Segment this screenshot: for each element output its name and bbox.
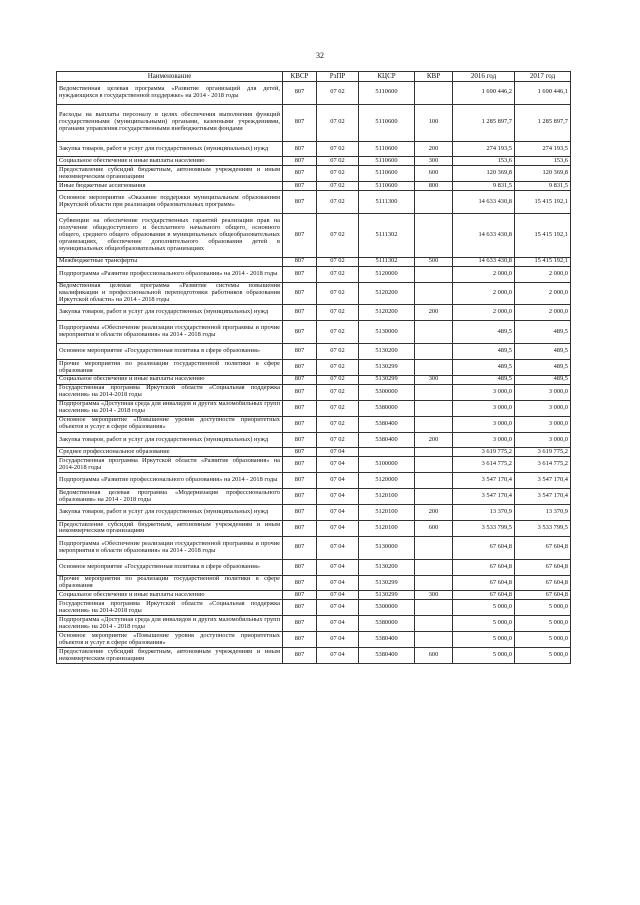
cell-kvsr: 807 [283, 375, 317, 384]
cell-name: Межбюджетные трансферты [57, 257, 283, 266]
cell-kcsr: 5300000 [359, 600, 415, 616]
table-row [57, 104, 571, 141]
table-row [57, 505, 571, 521]
cell-2016: 5 000,0 [453, 648, 515, 664]
cell-2017: 1 285 897,7 [515, 104, 571, 141]
cell-rzpr: 07 02 [317, 104, 359, 141]
cell-kvr: 300 [415, 591, 453, 600]
cell-kcsr: 5130000 [359, 536, 415, 559]
cell-2017: 67 604,8 [515, 559, 571, 575]
cell-kcsr: 5110600 [359, 157, 415, 166]
cell-rzpr: 07 04 [317, 489, 359, 505]
cell-name: Закупка товаров, работ и услуг для государственных (муниципальных) нужд [57, 305, 283, 321]
cell-rzpr: 07 04 [317, 448, 359, 457]
cell-rzpr: 07 02 [317, 257, 359, 266]
cell-rzpr: 07 02 [317, 305, 359, 321]
cell-2016: 3 000,0 [453, 432, 515, 448]
cell-2017: 2 000,0 [515, 282, 571, 305]
cell-name: Государственная программа Иркутской области «Социальная поддержка населения» на 2014-2018 годы [57, 600, 283, 616]
cell-2016: 5 000,0 [453, 632, 515, 648]
cell-2016: 5 000,0 [453, 600, 515, 616]
cell-kcsr: 5380400 [359, 648, 415, 664]
cell-2016: 2 000,0 [453, 305, 515, 321]
table-row [57, 182, 571, 191]
table-row [57, 384, 571, 400]
cell-2016: 489,5 [453, 344, 515, 360]
cell-name: Ведомственная целевая программа «Развитие системы повышения квалификации и профессиональной переподготовки работников образования Иркутской области» на 2014 - 2018 годы [57, 282, 283, 305]
cell-kvsr: 807 [283, 214, 317, 258]
cell-kvr [415, 559, 453, 575]
cell-rzpr: 07 02 [317, 182, 359, 191]
cell-kcsr: 5130200 [359, 559, 415, 575]
cell-kvr [415, 600, 453, 616]
cell-kvr [415, 191, 453, 214]
cell-kvr: 200 [415, 432, 453, 448]
cell-2017: 15 415 192,1 [515, 257, 571, 266]
cell-name: Ведомственная целевая программа «Модернизация профессионального образования» на 2014 - 2018 годы [57, 489, 283, 505]
cell-2017: 3 000,0 [515, 416, 571, 432]
cell-kvsr: 807 [283, 559, 317, 575]
cell-kvsr: 807 [283, 432, 317, 448]
cell-kvr: 600 [415, 166, 453, 182]
table-row [57, 400, 571, 416]
table-row [57, 375, 571, 384]
cell-kvsr: 807 [283, 321, 317, 344]
cell-2016: 153,6 [453, 157, 515, 166]
cell-rzpr: 07 04 [317, 600, 359, 616]
cell-kcsr: 5380400 [359, 432, 415, 448]
table-row [57, 600, 571, 616]
cell-name: Предоставление субсидий бюджетным, автономным учреждениям и иным некоммерческим организациям [57, 648, 283, 664]
cell-2016: 489,5 [453, 375, 515, 384]
cell-kvr [415, 416, 453, 432]
cell-2016: 9 831,5 [453, 182, 515, 191]
cell-2016: 3 533 799,5 [453, 520, 515, 536]
cell-kvsr: 807 [283, 104, 317, 141]
cell-name: Ведомственная целевая программа «Развитие организаций для детей, нуждающихся в государственной поддержке» на 2014 - 2018 годы [57, 82, 283, 105]
cell-kvr [415, 82, 453, 105]
cell-name: Прочие мероприятия по реализации государственной политики в сфере образования [57, 575, 283, 591]
cell-2017: 2 000,0 [515, 266, 571, 282]
cell-kcsr: 5380000 [359, 400, 415, 416]
table-row [57, 166, 571, 182]
cell-2016: 13 370,9 [453, 505, 515, 521]
table-row [57, 321, 571, 344]
cell-kvsr: 807 [283, 457, 317, 473]
cell-2017: 120 369,8 [515, 166, 571, 182]
cell-rzpr: 07 04 [317, 559, 359, 575]
cell-2017: 67 604,8 [515, 575, 571, 591]
cell-kvsr: 807 [283, 282, 317, 305]
cell-rzpr: 07 04 [317, 520, 359, 536]
cell-2016: 3 000,0 [453, 384, 515, 400]
cell-kcsr: 5120000 [359, 266, 415, 282]
table-row [57, 648, 571, 664]
header-kvsr: КВСР [283, 72, 317, 82]
table-row [57, 448, 571, 457]
cell-kcsr: 5130299 [359, 375, 415, 384]
cell-kvsr: 807 [283, 141, 317, 157]
cell-rzpr: 07 04 [317, 536, 359, 559]
cell-kvsr: 807 [283, 473, 317, 489]
cell-kvsr: 807 [283, 520, 317, 536]
header-2017: 2017 год [515, 72, 571, 82]
table-row [57, 305, 571, 321]
cell-kcsr: 5380400 [359, 632, 415, 648]
header-rzpr: РзПР [317, 72, 359, 82]
cell-kvsr: 807 [283, 505, 317, 521]
cell-2017: 3 000,0 [515, 432, 571, 448]
cell-name: Подпрограмма «Обеспечение реализации государственной программы и прочие мероприятия в области образования» на 2014 - 2018 годы [57, 321, 283, 344]
cell-name: Закупка товаров, работ и услуг для государственных (муниципальных) нужд [57, 432, 283, 448]
cell-name: Государственная программа Иркутской области «Развитие образования» на 2014-2018 годы [57, 457, 283, 473]
cell-kcsr: 5120200 [359, 282, 415, 305]
cell-rzpr: 07 02 [317, 375, 359, 384]
cell-name: Основное мероприятие «Оказание поддержки муниципальным образованиям Иркутской области при реализации образовательных программ» [57, 191, 283, 214]
cell-2016: 14 633 430,8 [453, 257, 515, 266]
cell-rzpr: 07 02 [317, 432, 359, 448]
table-row [57, 141, 571, 157]
cell-name: Подпрограмма «Обеспечение реализации государственной программы и прочие мероприятия в области образования» на 2014 - 2018 годы [57, 536, 283, 559]
cell-kcsr: 5380400 [359, 416, 415, 432]
cell-name: Социальное обеспечение и иные выплаты населению [57, 375, 283, 384]
cell-kvr: 600 [415, 520, 453, 536]
cell-kvr: 300 [415, 375, 453, 384]
cell-name: Прочие мероприятия по реализации государственной политики в сфере образования [57, 360, 283, 376]
cell-kcsr: 5100000 [359, 457, 415, 473]
cell-kcsr: 5110600 [359, 182, 415, 191]
table-row [57, 82, 571, 105]
cell-2016: 120 369,8 [453, 166, 515, 182]
cell-2017: 5 000,0 [515, 600, 571, 616]
cell-name: Закупка товаров, работ и услуг для государственных (муниципальных) нужд [57, 141, 283, 157]
cell-kvsr: 807 [283, 360, 317, 376]
cell-kvsr: 807 [283, 591, 317, 600]
cell-kcsr: 5120000 [359, 473, 415, 489]
cell-2016: 3 547 170,4 [453, 489, 515, 505]
cell-kvr [415, 282, 453, 305]
cell-2017: 9 831,5 [515, 182, 571, 191]
cell-kcsr: 5111302 [359, 214, 415, 258]
cell-kvsr: 807 [283, 632, 317, 648]
cell-kcsr: 5111302 [359, 257, 415, 266]
cell-rzpr: 07 02 [317, 384, 359, 400]
table-body [57, 82, 571, 664]
cell-kvr [415, 400, 453, 416]
cell-kvr [415, 616, 453, 632]
cell-kvsr: 807 [283, 166, 317, 182]
cell-name: Подпрограмма «Доступная среда для инвалидов и других маломобильных групп населения» на 2014 - 2018 годы [57, 616, 283, 632]
cell-kvr [415, 344, 453, 360]
cell-2017: 67 604,8 [515, 591, 571, 600]
cell-2017: 3 000,0 [515, 384, 571, 400]
cell-kvsr: 807 [283, 575, 317, 591]
cell-2016: 3 000,0 [453, 416, 515, 432]
cell-2017: 5 000,0 [515, 616, 571, 632]
cell-kcsr: 5110600 [359, 104, 415, 141]
cell-kvr [415, 536, 453, 559]
cell-name: Иные бюджетные ассигнования [57, 182, 283, 191]
cell-kvr: 200 [415, 505, 453, 521]
cell-name: Государственная программа Иркутской области «Социальная поддержка населения» на 2014-2018 годы [57, 384, 283, 400]
cell-name: Подпрограмма «Доступная среда для инвалидов и других маломобильных групп населения» на 2014 - 2018 годы [57, 400, 283, 416]
cell-2017: 274 193,5 [515, 141, 571, 157]
table-row [57, 266, 571, 282]
cell-kcsr: 5130299 [359, 575, 415, 591]
cell-kvr [415, 360, 453, 376]
table-row [57, 575, 571, 591]
cell-2016: 67 604,8 [453, 575, 515, 591]
cell-kcsr: 5110600 [359, 141, 415, 157]
cell-kvsr: 807 [283, 536, 317, 559]
cell-kcsr: 5130299 [359, 591, 415, 600]
cell-kcsr: 5130000 [359, 321, 415, 344]
cell-kvsr: 807 [283, 305, 317, 321]
cell-kvr [415, 632, 453, 648]
cell-rzpr: 07 02 [317, 400, 359, 416]
cell-name: Закупка товаров, работ и услуг для государственных (муниципальных) нужд [57, 505, 283, 521]
cell-rzpr: 07 02 [317, 214, 359, 258]
cell-kvsr: 807 [283, 448, 317, 457]
cell-kvsr: 807 [283, 344, 317, 360]
cell-kvsr: 807 [283, 182, 317, 191]
cell-kvsr: 807 [283, 157, 317, 166]
cell-kvr [415, 214, 453, 258]
cell-2016: 3 000,0 [453, 400, 515, 416]
cell-2017: 3 533 799,5 [515, 520, 571, 536]
cell-kvsr: 807 [283, 600, 317, 616]
cell-name: Предоставление субсидий бюджетным, автономным учреждениям и иным некоммерческим организациям [57, 166, 283, 182]
page-number: 32 [316, 51, 324, 60]
cell-2017: 13 370,9 [515, 505, 571, 521]
cell-kcsr: 5130200 [359, 344, 415, 360]
cell-2017: 5 000,0 [515, 632, 571, 648]
cell-kvr [415, 266, 453, 282]
table-row [57, 457, 571, 473]
cell-2016: 3 614 775,2 [453, 457, 515, 473]
cell-kvr: 600 [415, 648, 453, 664]
cell-kvr [415, 321, 453, 344]
table-row [57, 520, 571, 536]
table-row [57, 157, 571, 166]
cell-kvsr: 807 [283, 616, 317, 632]
cell-kvsr: 807 [283, 489, 317, 505]
cell-2016: 67 604,8 [453, 591, 515, 600]
cell-2016: 14 633 430,8 [453, 214, 515, 258]
cell-rzpr: 07 02 [317, 191, 359, 214]
cell-rzpr: 07 04 [317, 457, 359, 473]
cell-name: Подпрограмма «Развитие профессионального образования» на 2014 - 2018 годы [57, 266, 283, 282]
cell-kvr [415, 489, 453, 505]
cell-kvr: 800 [415, 182, 453, 191]
cell-kvr [415, 473, 453, 489]
cell-name: Предоставление субсидий бюджетным, автономным учреждениям и иным некоммерческим организациям [57, 520, 283, 536]
cell-kvr [415, 448, 453, 457]
cell-2017: 5 000,0 [515, 648, 571, 664]
cell-rzpr: 07 02 [317, 282, 359, 305]
table-row [57, 416, 571, 432]
cell-kcsr [359, 448, 415, 457]
cell-2017: 1 690 446,1 [515, 82, 571, 105]
cell-rzpr: 07 04 [317, 473, 359, 489]
cell-kvr: 100 [415, 104, 453, 141]
budget-table [56, 71, 571, 664]
cell-name: Основное мероприятие «Повышение уровня доступности приоритетных объектов и услуг в сфере образования» [57, 632, 283, 648]
table-row [57, 257, 571, 266]
cell-rzpr: 07 02 [317, 344, 359, 360]
header-kcsr: КЦСР [359, 72, 415, 82]
cell-kcsr: 5380000 [359, 616, 415, 632]
cell-kvr [415, 575, 453, 591]
cell-2016: 274 193,5 [453, 141, 515, 157]
cell-2017: 153,6 [515, 157, 571, 166]
cell-kcsr: 5130299 [359, 360, 415, 376]
cell-kvsr: 807 [283, 648, 317, 664]
cell-2017: 3 000,0 [515, 400, 571, 416]
cell-name: Социальное обеспечение и иные выплаты населению [57, 591, 283, 600]
cell-kvsr: 807 [283, 400, 317, 416]
cell-name: Субвенции на обеспечение государственных гарантий реализации прав на получение общедоступного и бесплатного начального общего, основного общего, среднего общего образования в муниципальных общеобразовательных организациях, обеспечение дополнительного образования детей в муниципальных общеобразовательных организациях [57, 214, 283, 258]
cell-2017: 489,5 [515, 344, 571, 360]
cell-rzpr: 07 02 [317, 166, 359, 182]
cell-kvsr: 807 [283, 266, 317, 282]
cell-kcsr: 5120100 [359, 505, 415, 521]
cell-kvsr: 807 [283, 416, 317, 432]
cell-2016: 5 000,0 [453, 616, 515, 632]
cell-rzpr: 07 02 [317, 141, 359, 157]
cell-kvsr: 807 [283, 82, 317, 105]
cell-2016: 67 604,8 [453, 559, 515, 575]
header-2016: 2016 год [453, 72, 515, 82]
cell-name: Основное мероприятие «Повышение уровня доступности приоритетных объектов и услуг в сфере образования» [57, 416, 283, 432]
cell-rzpr: 07 04 [317, 616, 359, 632]
cell-2016: 2 000,0 [453, 266, 515, 282]
table-row [57, 191, 571, 214]
cell-kvsr: 807 [283, 257, 317, 266]
cell-name: Расходы на выплаты персоналу в целях обеспечения выполнения функций государственными (муниципальными) органами, казенными учреждениями, органами управления государственными внебюджетными фондами [57, 104, 283, 141]
table-row [57, 344, 571, 360]
cell-kvr [415, 457, 453, 473]
cell-kvr: 300 [415, 157, 453, 166]
table-row [57, 282, 571, 305]
cell-2017: 3 619 775,2 [515, 448, 571, 457]
cell-2017: 15 415 192,1 [515, 191, 571, 214]
cell-2016: 67 604,8 [453, 536, 515, 559]
header-row [57, 72, 571, 82]
cell-kcsr: 5300000 [359, 384, 415, 400]
cell-kcsr: 5120200 [359, 305, 415, 321]
cell-2017: 489,5 [515, 321, 571, 344]
cell-2017: 3 547 170,4 [515, 473, 571, 489]
cell-name: Основное мероприятие «Государственная политика в сфере образования» [57, 344, 283, 360]
table-row [57, 591, 571, 600]
cell-2016: 14 633 430,8 [453, 191, 515, 214]
cell-name: Социальное обеспечение и иные выплаты населению [57, 157, 283, 166]
cell-2017: 3 547 170,4 [515, 489, 571, 505]
cell-kvr: 200 [415, 305, 453, 321]
table-row [57, 559, 571, 575]
cell-rzpr: 07 02 [317, 416, 359, 432]
cell-kcsr: 5120100 [359, 489, 415, 505]
cell-rzpr: 07 04 [317, 591, 359, 600]
table-row [57, 536, 571, 559]
cell-rzpr: 07 02 [317, 321, 359, 344]
cell-rzpr: 07 02 [317, 360, 359, 376]
cell-rzpr: 07 02 [317, 157, 359, 166]
cell-kvr [415, 384, 453, 400]
table-row [57, 632, 571, 648]
cell-kvr: 200 [415, 141, 453, 157]
cell-rzpr: 07 02 [317, 82, 359, 105]
cell-2016: 489,5 [453, 360, 515, 376]
cell-name: Основное мероприятие «Государственная политика в сфере образования» [57, 559, 283, 575]
cell-kcsr: 5110600 [359, 166, 415, 182]
cell-kcsr: 5111300 [359, 191, 415, 214]
cell-2017: 3 614 775,2 [515, 457, 571, 473]
cell-2016: 1 285 897,7 [453, 104, 515, 141]
header-kvr: КВР [415, 72, 453, 82]
cell-kcsr: 5120100 [359, 520, 415, 536]
cell-2016: 1 690 446,2 [453, 82, 515, 105]
table-row [57, 489, 571, 505]
cell-kvsr: 807 [283, 191, 317, 214]
cell-rzpr: 07 04 [317, 648, 359, 664]
table-row [57, 214, 571, 258]
cell-2017: 2 000,0 [515, 305, 571, 321]
cell-kvsr: 807 [283, 384, 317, 400]
cell-2017: 67 604,8 [515, 536, 571, 559]
table-row [57, 616, 571, 632]
cell-2016: 3 547 170,4 [453, 473, 515, 489]
cell-2017: 489,5 [515, 375, 571, 384]
cell-2016: 2 000,0 [453, 282, 515, 305]
cell-2016: 3 619 775,2 [453, 448, 515, 457]
cell-kvr: 500 [415, 257, 453, 266]
cell-rzpr: 07 02 [317, 266, 359, 282]
cell-name: Среднее профессиональное образование [57, 448, 283, 457]
cell-2017: 15 415 192,1 [515, 214, 571, 258]
table-row [57, 432, 571, 448]
cell-rzpr: 07 04 [317, 575, 359, 591]
table-row [57, 473, 571, 489]
cell-2017: 489,5 [515, 360, 571, 376]
cell-name: Подпрограмма «Развитие профессионального образования» на 2014 - 2018 годы [57, 473, 283, 489]
cell-rzpr: 07 04 [317, 632, 359, 648]
table-row [57, 360, 571, 376]
cell-kcsr: 5110600 [359, 82, 415, 105]
cell-2016: 489,5 [453, 321, 515, 344]
header-name: Наименование [57, 72, 283, 82]
cell-rzpr: 07 04 [317, 505, 359, 521]
